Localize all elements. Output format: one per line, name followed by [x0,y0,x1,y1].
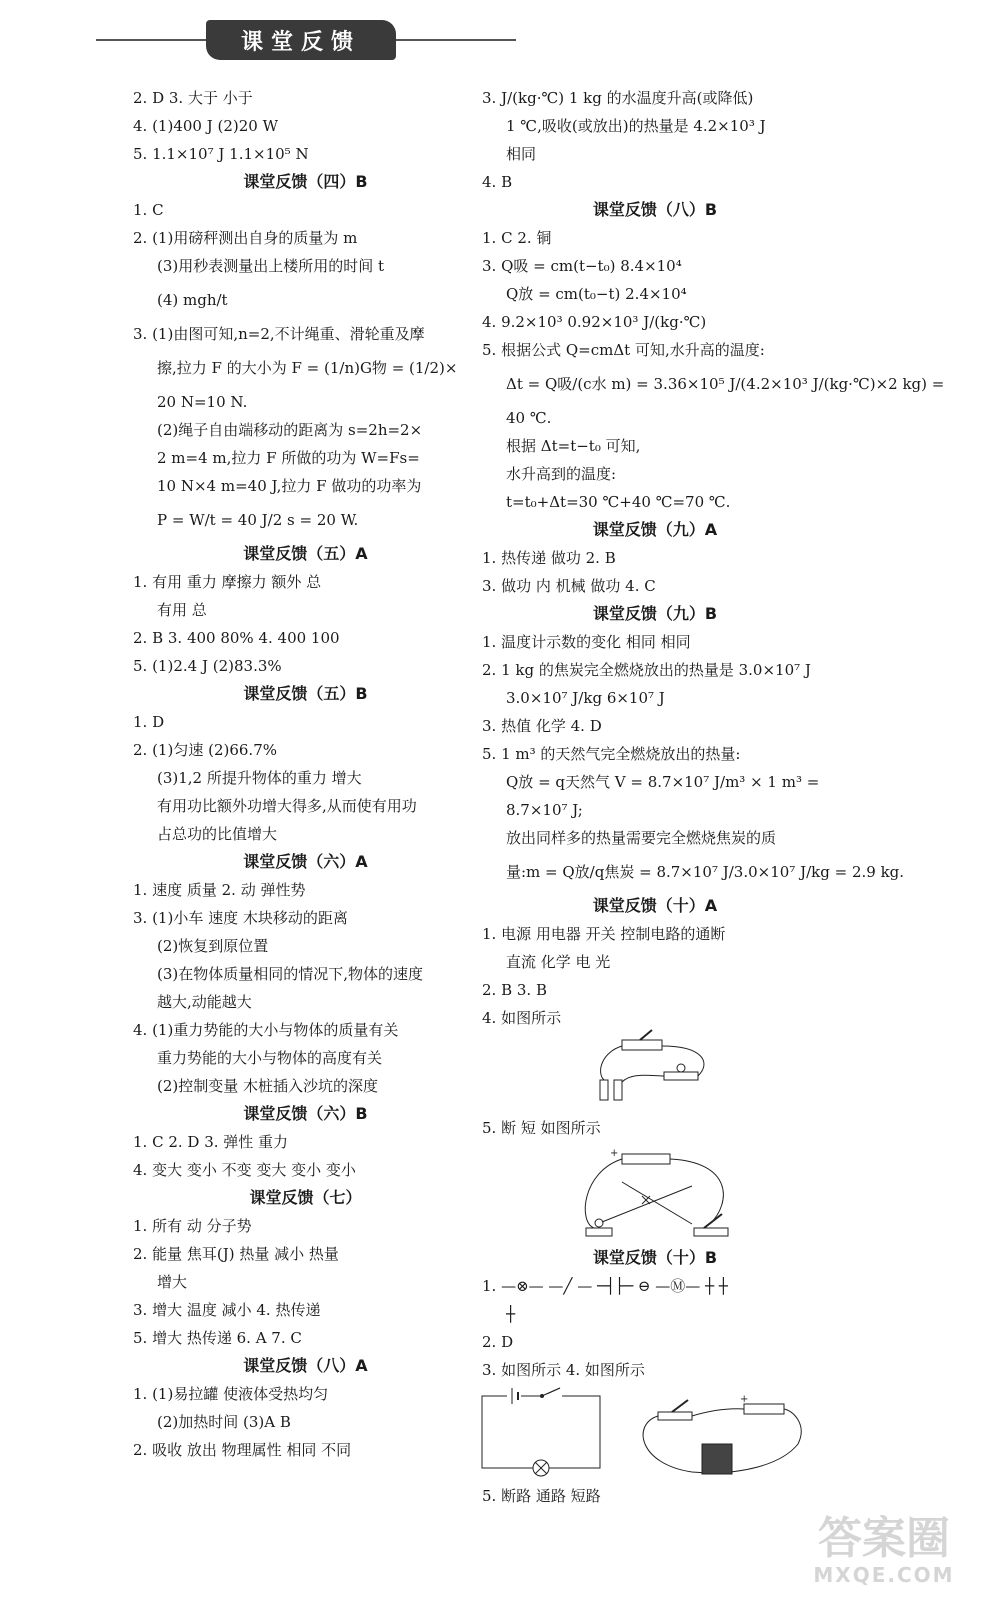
answer-line: 1. C [133,201,164,219]
answer-line: 3. 做功 内 机械 做功 4. C [482,577,656,595]
watermark [799,1515,969,1590]
svg-text:+: + [740,1394,749,1405]
answer-line: 1. (1)易拉罐 使液体受热均匀 [133,1385,329,1403]
answer-line: 1. 有用 重力 摩擦力 额外 总 [133,573,322,591]
answer-line: 2. 1 kg 的焦炭完全燃烧放出的热量是 3.0×10⁷ J [482,661,811,679]
right-column-top [482,84,945,1032]
answer-line: 3. Q吸 = cm(t−t₀) 8.4×10⁴ [482,257,682,275]
page-title: 课堂反馈 [206,20,396,60]
answer-line: 5. 根据公式 Q=cmΔt 可知,水升高的温度: [482,341,765,359]
answer-line: 2. D 3. 大于 小于 [133,89,253,107]
answer-line: 5. 1.1×10⁷ J 1.1×10⁵ N [133,145,309,163]
answer-line: 1. 热传递 做功 2. B [482,549,616,567]
answer-line: 2. B 3. B [482,981,547,999]
answer-line: 1. 温度计示数的变化 相同 相同 [482,633,691,651]
answer-line: (3)在物体质量相同的情况下,物体的速度 [157,965,424,983]
answer-line: Δt = Q吸/(c水 m) = 3.36×10⁵ J/(4.2×10³ J/(kg·℃)×2 kg) = [506,375,945,393]
answer-line: 1. C 2. 铜 [482,229,552,247]
answer-line: 3. 如图所示 4. 如图所示 [482,1361,645,1379]
answer-line: 3. 热值 化学 4. D [482,717,602,735]
answer-line: 1. C 2. D 3. 弹性 重力 [133,1133,289,1151]
section-heading: 课堂反馈（十）B [592,1248,718,1267]
section-heading: 课堂反馈（四）B [243,172,368,191]
section-heading: 课堂反馈（七） [249,1188,362,1207]
section-heading: 课堂反馈（六）A [243,852,368,871]
answer-line: 2. (1)匀速 (2)66.7% [133,741,277,759]
answer-line: 4. 变大 变小 不变 变大 变小 变小 [133,1161,356,1179]
answer-line: P = W/t = 40 J/2 s = 20 W. [157,511,359,529]
answer-line: 3. 增大 温度 减小 4. 热传递 [133,1301,321,1319]
answer-line: 2. B 3. 400 80% 4. 400 100 [133,629,340,647]
answer-line: 4. 如图所示 [482,1009,562,1027]
header-banner [96,20,516,60]
answer-line: (2)加热时间 (3)A B [157,1413,291,1431]
answer-line: 2. 吸收 放出 物理属性 相同 不同 [133,1441,352,1459]
answer-line: 1. D [133,713,165,731]
right-column-mid [482,1114,828,1142]
answer-line: 2. 能量 焦耳(J) 热量 减小 热量 [133,1245,339,1263]
answer-line: 有用功比额外功增大得多,从而使有用功 [157,797,417,815]
answer-line: 2. (1)用磅秤测出自身的质量为 m [133,229,358,247]
answer-line: (2)绳子自由端移动的距离为 s=2h=2× [157,421,423,439]
answer-line: 5. 断路 通路 短路 [482,1487,601,1505]
answer-line: 2. D [482,1333,514,1351]
answer-line: 5. 1 m³ 的天然气完全燃烧放出的热量: [482,745,741,763]
svg-text:+: + [610,1148,619,1159]
left-column [133,84,478,1464]
answer-line: 20 N=10 N. [157,393,248,411]
answer-line: 放出同样多的热量需要完全燃烧焦炭的质 [506,829,777,847]
circuit-figure-4 [592,1032,828,1114]
section-heading: 课堂反馈（九）A [592,520,718,539]
right-column-end [482,1482,828,1510]
watermark-url: MXQE.COM [813,1563,955,1587]
answer-line: 3.0×10⁷ J/kg 6×10⁷ J [506,689,665,707]
answer-line: t=t₀+Δt=30 ℃+40 ℃=70 ℃. [506,493,731,511]
answer-line: 越大,动能越大 [157,993,252,1011]
answer-line: 擦,拉力 F 的大小为 F = (1/n)G物 = (1/2)× [157,359,458,377]
answer-line: 1. 电源 用电器 开关 控制电路的通断 [482,925,726,943]
answer-line: 量:m = Q放/q焦炭 = 8.7×10⁷ J/3.0×10⁷ J/kg = 2.9 kg. [506,863,905,881]
answer-line: (3)1,2 所提升物体的重力 增大 [157,769,362,787]
answer-line: 5. (1)2.4 J (2)83.3% [133,657,282,675]
answer-line: 占总功的比值增大 [157,825,278,843]
answer-line: (2)控制变量 木桩插入沙坑的深度 [157,1077,379,1095]
section-heading: 课堂反馈（九）B [592,604,718,623]
answer-line: (4) mgh/t [157,291,228,309]
section-heading: 课堂反馈（六）B [243,1104,368,1123]
answer-line: ┼ [506,1305,516,1323]
answer-line: 2 m=4 m,拉力 F 所做的功为 W=Fs= [157,449,420,467]
watermark-logo: 答案圈 [818,1513,950,1564]
answer-line: 4. (1)400 J (2)20 W [133,117,279,135]
section-heading: 课堂反馈（十）A [592,896,718,915]
answer-line: 1. 速度 质量 2. 动 弹性势 [133,881,306,899]
answer-line: 4. 9.2×10³ 0.92×10³ J/(kg·℃) [482,313,707,331]
answer-line: 相同 [506,145,537,163]
answer-line: 3. J/(kg·℃) 1 kg 的水温度升高(或降低) [482,89,754,107]
circuit-figures-3-4 [482,1384,828,1482]
answer-line: (3)用秒表测量出上楼所用的时间 t [157,257,385,275]
answer-line: 重力势能的大小与物体的高度有关 [157,1049,383,1067]
answer-line: 10 N×4 m=40 J,拉力 F 做功的功率为 [157,477,422,495]
answer-line: 5. 增大 热传递 6. A 7. C [133,1329,302,1347]
answer-line: 1 ℃,吸收(或放出)的热量是 4.2×10³ J [506,117,766,135]
answer-line: 1. 所有 动 分子势 [133,1217,252,1235]
answer-line: Q放 = q天然气 V = 8.7×10⁷ J/m³ × 1 m³ = [506,773,820,791]
answer-line: 根据 Δt=t−t₀ 可知, [506,437,641,455]
answer-line: 4. B [482,173,513,191]
right-column-bottom [482,1244,828,1384]
answer-line: 有用 总 [157,601,207,619]
answer-line: 3. (1)由图可知,n=2,不计绳重、滑轮重及摩 [133,325,425,343]
section-heading: 课堂反馈（八）B [592,200,718,219]
answer-line: 5. 断 短 如图所示 [482,1119,601,1137]
section-heading: 课堂反馈（八）A [243,1356,368,1375]
answer-line: 1. —⊗— —╱ — ─┤├─ ⊖ —Ⓜ— ┼ ┼ [482,1277,728,1295]
answer-line: 3. (1)小车 速度 木块移动的距离 [133,909,348,927]
answer-line: 增大 [157,1273,188,1291]
answer-line: 40 ℃. [506,409,552,427]
answer-line: (2)恢复到原位置 [157,937,269,955]
right-column [482,84,945,1510]
answer-line: 直流 化学 电 光 [506,953,611,971]
section-heading: 课堂反馈（五）A [243,544,368,563]
answer-line: Q放 = cm(t₀−t) 2.4×10⁴ [506,285,687,303]
answer-line: 4. (1)重力势能的大小与物体的质量有关 [133,1021,399,1039]
section-heading: 课堂反馈（五）B [243,684,368,703]
answer-line: 8.7×10⁷ J; [506,801,583,819]
circuit-figure-5 [582,1142,828,1244]
answer-line: 水升高到的温度: [506,465,617,483]
